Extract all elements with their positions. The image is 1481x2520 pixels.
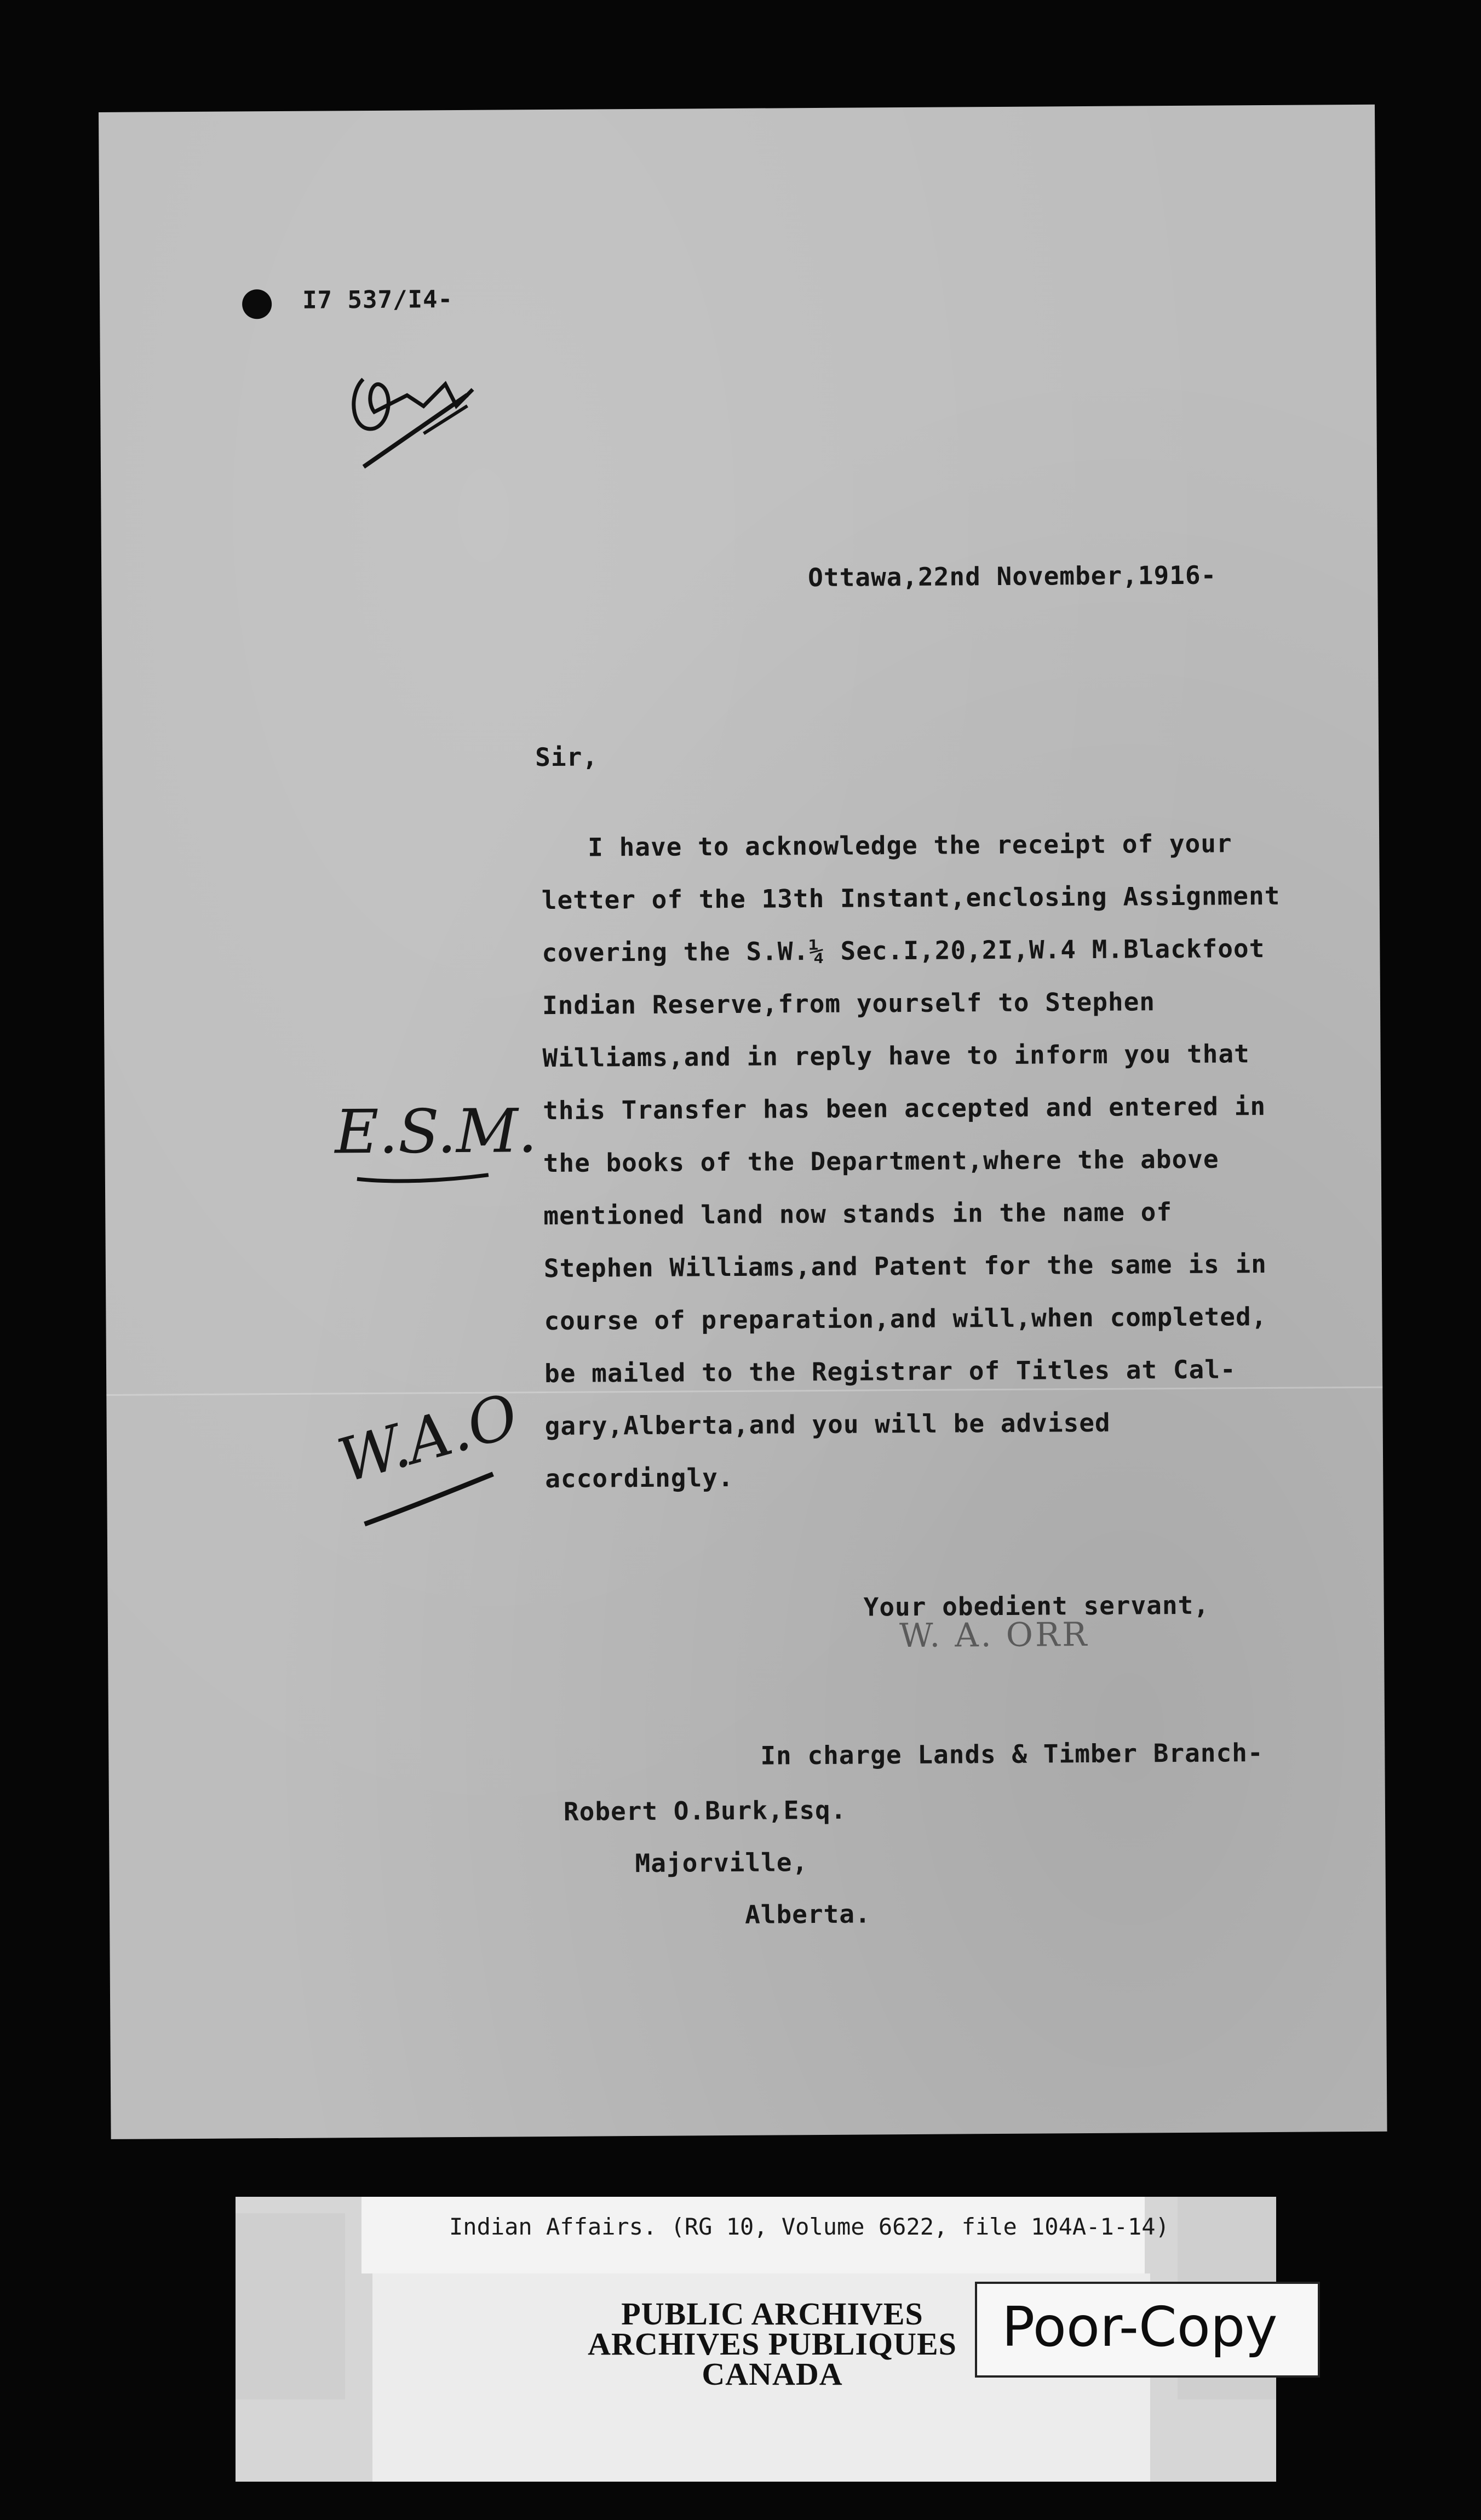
body-line: Stephen Williams,and Patent for the same is in [543,1249,1267,1284]
body-line: I have to acknowledge the receipt of your [588,828,1232,862]
initials-underline [359,1469,502,1536]
body-line: the books of the Department,where the above [543,1144,1219,1178]
file-reference: I7 537/I4- [302,285,454,314]
initials-underline [352,1167,494,1190]
salutation: Sir, [535,742,599,772]
body-line: Indian Reserve,from yourself to Stephen [542,987,1156,1021]
closing: Your obedient servant, [863,1590,1210,1622]
archive-reference: Indian Affairs. (RG 10, Volume 6622, file 104A-1-14) [449,2213,1169,2240]
body-line: course of preparation,and will,when completed, [544,1302,1267,1336]
archives-line-2: ARCHIVES PUBLIQUES [588,2326,957,2362]
signature-title: In charge Lands & Timber Branch- [760,1738,1264,1771]
body-line: covering the S.W.¼ Sec.I,20,2I,W.4 M.Blackfoot [542,933,1265,968]
signature-stamp: W. A. ORR [899,1616,1089,1656]
addressee-town: Majorville, [635,1847,808,1878]
body-line: letter of the 13th Instant,enclosing Assignment [541,880,1281,915]
body-line: this Transfer has been accepted and entered in [542,1091,1266,1126]
archives-line-1: PUBLIC ARCHIVES [621,2296,923,2332]
body-line: accordingly. [545,1462,734,1494]
body-line: gary,Alberta,and you will be advised [544,1407,1111,1441]
addressee-province: Alberta. [744,1899,871,1929]
label-tab-left [236,2213,345,2399]
handwritten-initials-wao: W.A.O [330,1380,526,1497]
poor-copy-note [975,2282,1320,2378]
poor-copy-text: Poor-Copy [1002,2295,1278,2359]
handwritten-scribble [341,346,484,478]
fold-crease [106,1387,1382,1396]
punch-hole [242,289,272,319]
handwritten-initials-esm: E.S.M. [334,1096,538,1167]
body-line: Williams,and in reply have to inform you that [542,1039,1250,1073]
addressee-name: Robert O.Burk,Esq. [563,1795,847,1826]
body-line: mentioned land now stands in the name of [543,1197,1173,1231]
body-line: be mailed to the Registrar of Titles at Cal- [544,1354,1236,1389]
date-line: Ottawa,22nd November,1916- [808,560,1217,593]
archives-line-3: CANADA [702,2356,843,2392]
letter-sheet [99,105,1387,2139]
